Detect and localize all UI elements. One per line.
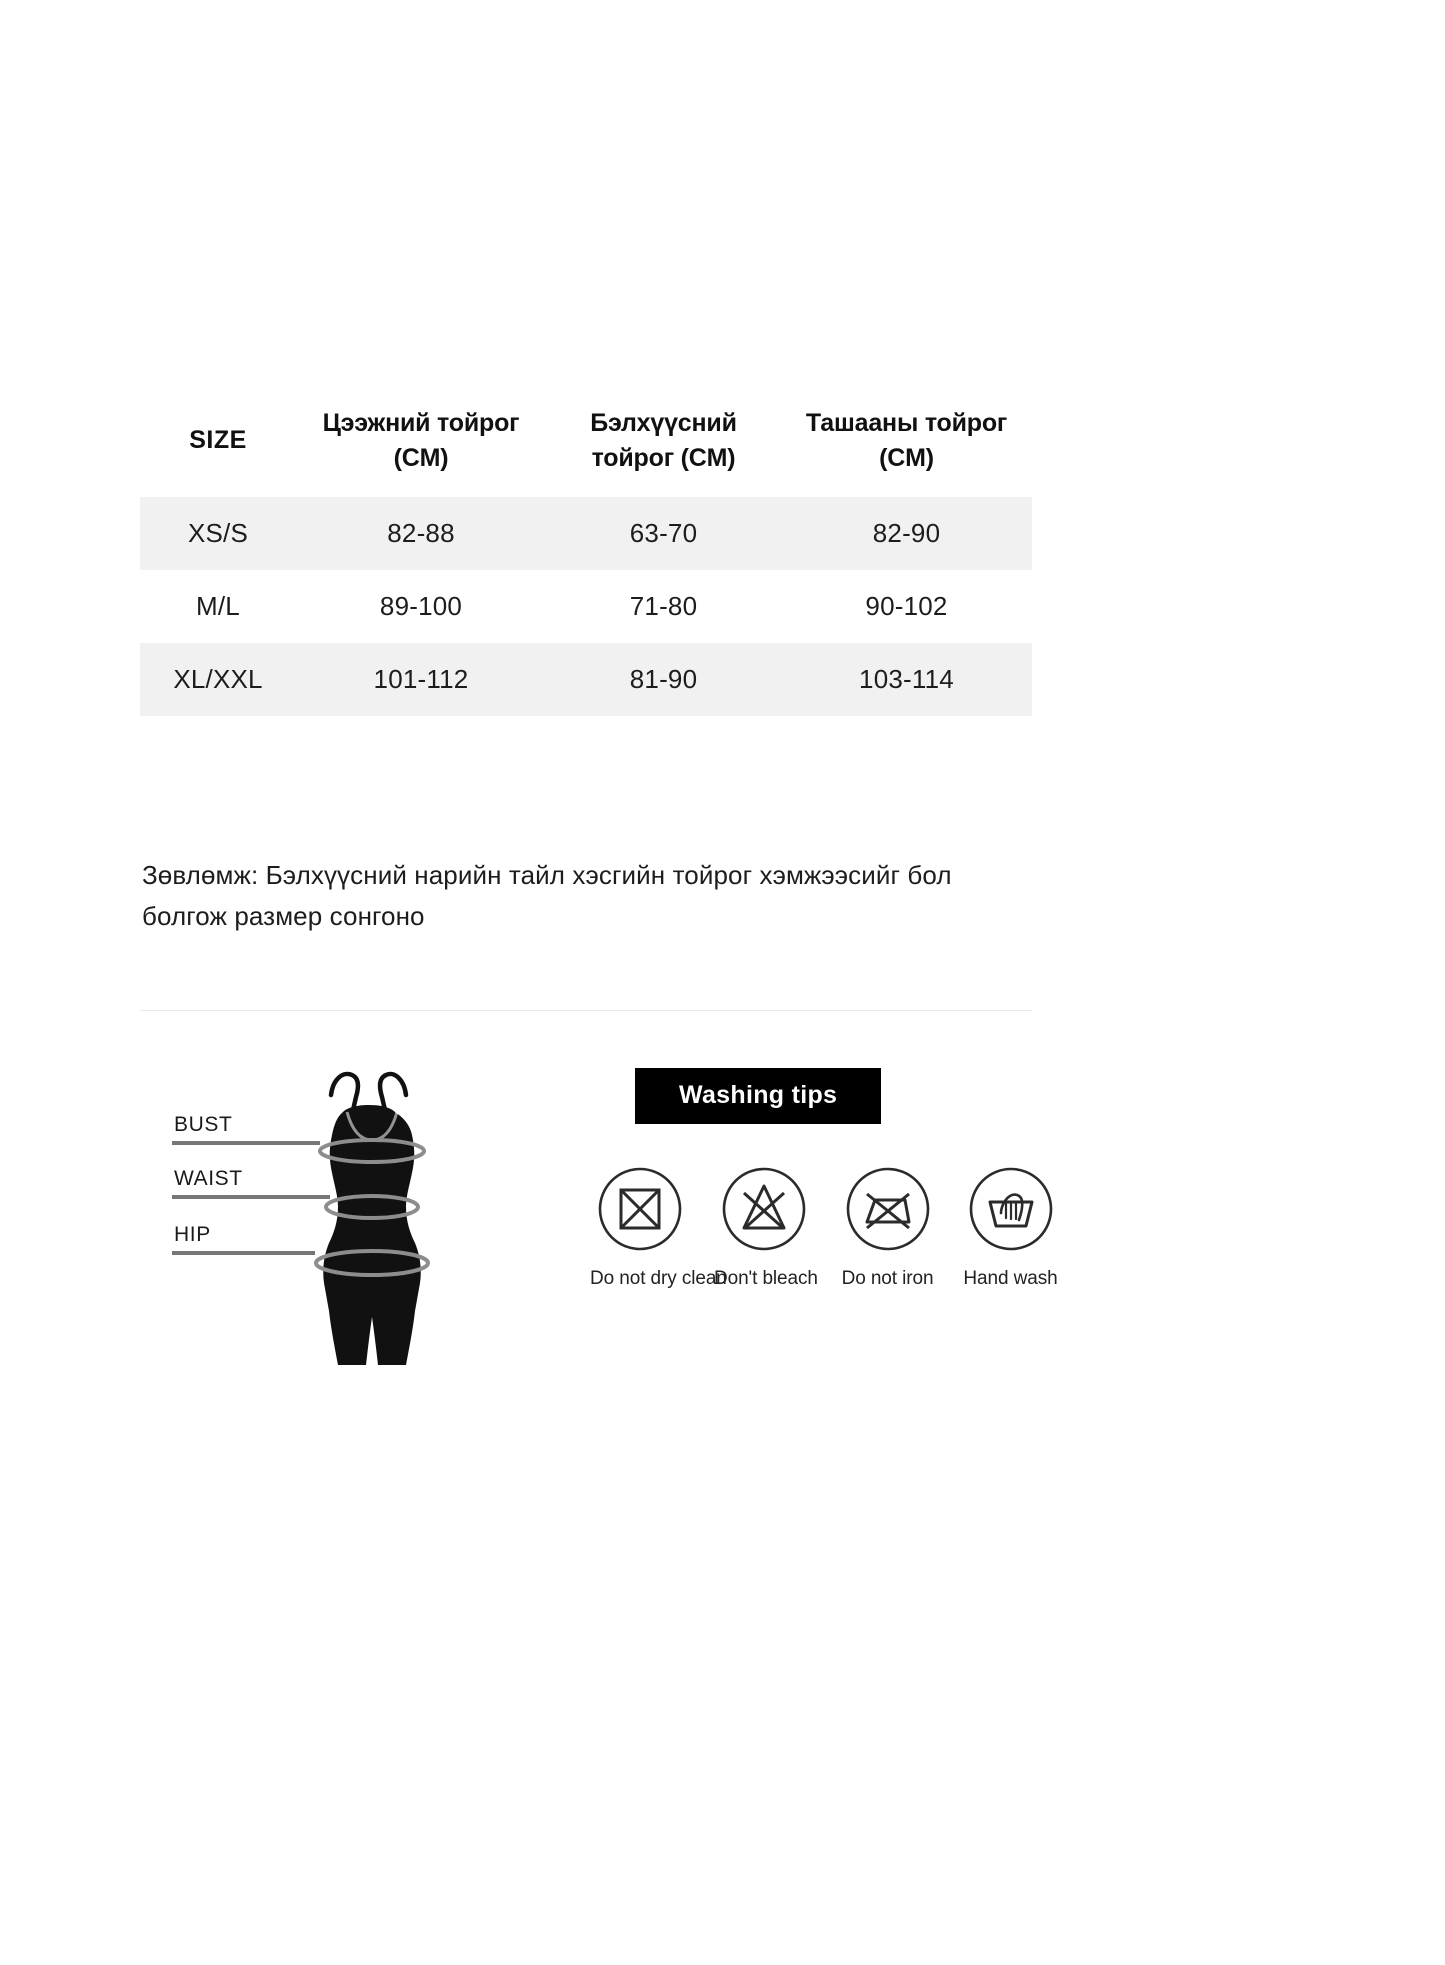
care-item-do-not-bleach: [714, 1166, 818, 1290]
cell-bust: 82-88: [296, 497, 546, 570]
washing-tips-banner: Washing tips: [635, 1068, 881, 1124]
cell-size: M/L: [140, 570, 296, 643]
care-caption: Don't bleach: [714, 1268, 818, 1289]
measurement-label-hip: HIP: [174, 1223, 211, 1246]
column-header-bust-line1: Цээжний тойрог: [322, 409, 520, 437]
care-caption: Do not iron: [841, 1268, 934, 1289]
measurement-label-waist: WAIST: [174, 1167, 243, 1190]
table-header-row: [140, 400, 1032, 497]
column-header-bust-line2: (CM): [393, 443, 449, 472]
care-item-do-not-iron: [838, 1166, 937, 1290]
cell-hip: 90-102: [781, 570, 1032, 643]
do-not-iron-icon: [845, 1166, 931, 1252]
column-header-size: SIZE: [189, 426, 247, 455]
table-row: [140, 643, 1032, 716]
hand-wash-icon: [968, 1166, 1054, 1252]
cell-size: XS/S: [140, 497, 296, 570]
column-header-bust: [296, 400, 546, 497]
washing-tips-section: [590, 1068, 1060, 1290]
column-header-hip: [781, 400, 1032, 497]
cell-waist: 63-70: [546, 497, 781, 570]
cell-size: XL/XXL: [140, 643, 296, 716]
do-not-dry-clean-icon: [597, 1166, 683, 1252]
column-header-hip-line1: Ташааны тойрог: [805, 409, 1008, 437]
cell-hip: 82-90: [781, 497, 1032, 570]
size-chart-table: [140, 400, 1032, 716]
table-row: [140, 497, 1032, 570]
care-caption: Hand wash: [963, 1268, 1058, 1289]
measurement-illustration: [160, 1035, 520, 1395]
cell-hip: 103-114: [781, 643, 1032, 716]
column-header-waist: [546, 400, 781, 497]
measurement-label-bust: BUST: [174, 1113, 233, 1136]
care-caption: Do not dry clean: [590, 1268, 727, 1289]
column-header-hip-line2: (CM): [879, 443, 934, 472]
advisory-note: Зөвлөмж: Бэлхүүсний нарийн тайл хэсгийн тойрог хэмжээсийг бол болгож размер сонгоно: [142, 860, 952, 932]
table-row: [140, 570, 1032, 643]
do-not-bleach-icon: [721, 1166, 807, 1252]
care-icon-row: [590, 1166, 1060, 1290]
cell-waist: 81-90: [546, 643, 781, 716]
cell-waist: 71-80: [546, 570, 781, 643]
section-divider: [140, 1010, 1032, 1011]
column-header-waist-line2: тойрог (CM): [591, 443, 736, 472]
care-item-do-not-dry-clean: [590, 1166, 727, 1290]
care-item-hand-wash: [961, 1166, 1060, 1290]
cell-bust: 101-112: [296, 643, 546, 716]
column-header-waist-line1: Бэлхүүсний: [590, 409, 737, 437]
cell-bust: 89-100: [296, 570, 546, 643]
